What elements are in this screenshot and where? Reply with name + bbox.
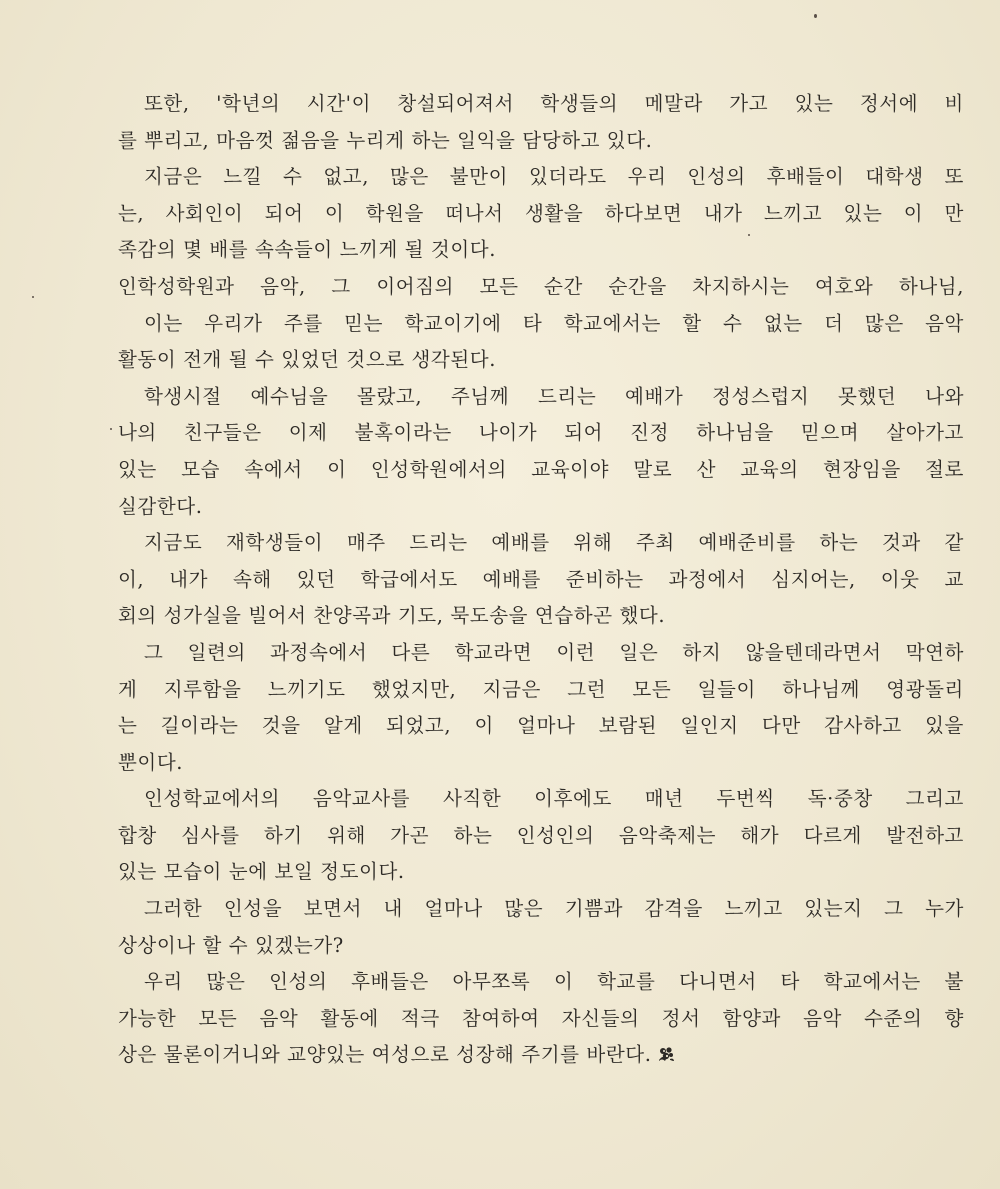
text-line: 를 뿌리고, 마음껏 젊음을 누리게 하는 일익을 담당하고 있다. xyxy=(118,128,653,152)
article-body xyxy=(118,86,964,1074)
text-line: 합창 심사를 하기 위해 가곤 하는 인성인의 음악축제는 해가 다르게 발전하고 xyxy=(118,823,964,847)
text-line: 그러한 인성을 보면서 내 얼마나 많은 기쁨과 감격을 느끼고 있는지 그 누가 xyxy=(144,897,964,921)
floral-ornament-icon xyxy=(656,1044,676,1064)
text-line: 우리 많은 인성의 후배들은 아무쪼록 이 학교를 다니면서 타 학교에서는 불 xyxy=(144,970,964,994)
text-line-last xyxy=(118,1037,964,1074)
text-line: 상상이나 할 수 있겠는가? xyxy=(118,933,344,957)
text-line: 이, 내가 속해 있던 학급에서도 예배를 준비하는 과정에서 심지어는, 이웃 교 xyxy=(118,567,964,591)
text-line: 나의 친구들은 이제 불혹이라는 나이가 되어 진정 하나님을 믿으며 살아가고 xyxy=(118,421,964,445)
ink-speck xyxy=(32,296,34,298)
text-line: 인학성학원과 음악, 그 이어짐의 모든 순간 순간을 차지하시는 여호와 하나님, xyxy=(118,274,964,298)
text-line: 게 지루함을 느끼기도 했었지만, 지금은 그런 모든 일들이 하나님께 영광돌리 xyxy=(118,677,964,701)
text-line: 이는 우리가 주를 믿는 학교이기에 타 학교에서는 할 수 없는 더 많은 음악 xyxy=(144,311,964,335)
text-line: 가능한 모든 음악 활동에 적극 참여하여 자신들의 정서 함양과 음악 수준의 향 xyxy=(118,1006,964,1030)
text-line: 또한, '학년의 시간'이 창설되어져서 학생들의 메말라 가고 있는 정서에 비 xyxy=(144,92,964,115)
text-line: 뿐이다. xyxy=(118,750,184,774)
text-line: 인성학교에서의 음악교사를 사직한 이후에도 매년 두번씩 독·중창 그리고 xyxy=(144,787,964,811)
text-line: 족감의 몇 배를 속속들이 느끼게 될 것이다. xyxy=(118,238,497,262)
text-line: 는 길이라는 것을 알게 되었고, 이 얼마나 보람된 일인지 다만 감사하고 있을 xyxy=(118,714,964,738)
text-line: 지금도 재학생들이 매주 드리는 예배를 위해 주최 예배준비를 하는 것과 같 xyxy=(144,531,964,555)
ink-speck xyxy=(814,14,817,18)
text-line: 있는 모습 속에서 이 인성학원에서의 교육이야 말로 산 교육의 현장임을 절로 xyxy=(118,457,964,481)
text-line: 학생시절 예수님을 몰랐고, 주님께 드리는 예배가 정성스럽지 못했던 나와 xyxy=(144,384,964,408)
text-line: 실감한다. xyxy=(118,494,203,518)
text-line: 회의 성가실을 빌어서 찬양곡과 기도, 묵도송을 연습하곤 했다. xyxy=(118,604,666,628)
text-line: 지금은 느낄 수 없고, 많은 불만이 있더라도 우리 인성의 후배들이 대학생 또 xyxy=(144,165,964,189)
text-line: 있는 모습이 눈에 보일 정도이다. xyxy=(118,860,405,884)
ink-speck xyxy=(110,428,112,430)
text-line: 그 일련의 과정속에서 다른 학교라면 이런 일은 하지 않을텐데라면서 막연하 xyxy=(144,640,964,664)
text-line: 는, 사회인이 되어 이 학원을 떠나서 생활을 하다보면 내가 느끼고 있는 이 만 xyxy=(118,201,964,225)
text-line: 활동이 전개 될 수 있었던 것으로 생각된다. xyxy=(118,348,497,372)
text-line: 상은 물론이거니와 교양있는 여성으로 성장해 주기를 바란다. xyxy=(118,1043,652,1067)
